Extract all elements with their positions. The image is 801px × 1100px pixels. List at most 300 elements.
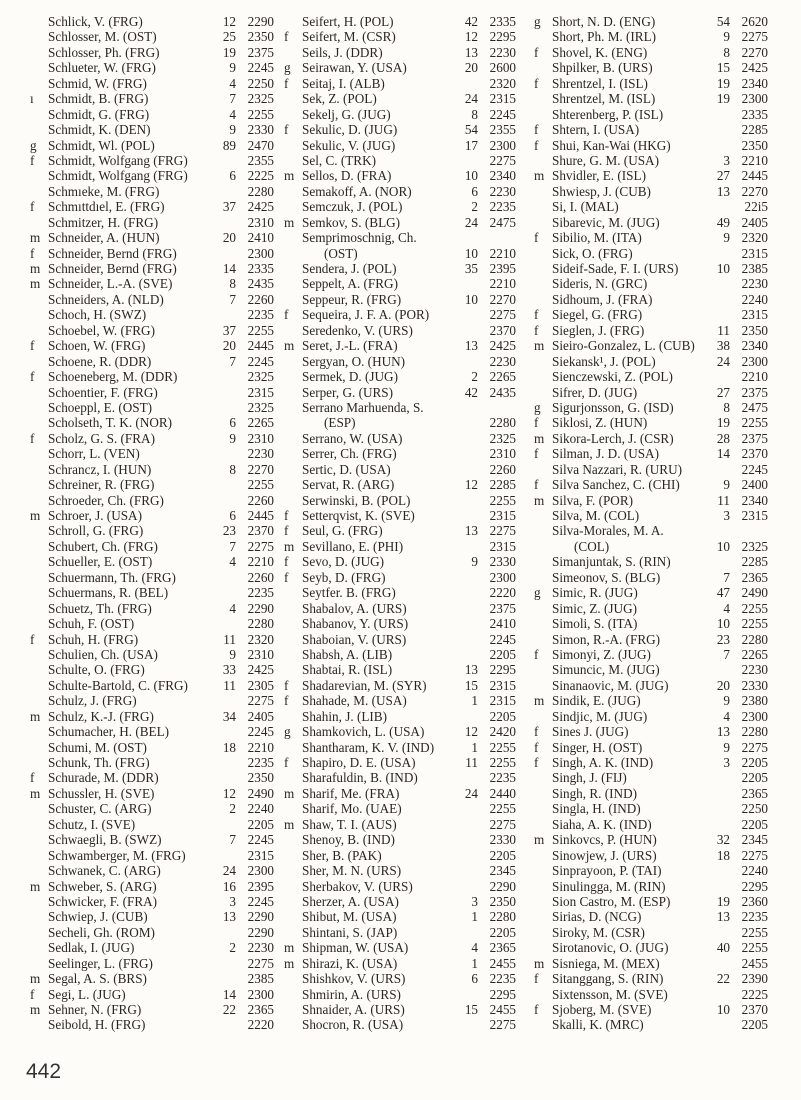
player-name-text: Schmidt, Wl. (POL) <box>48 137 155 153</box>
player-name <box>552 1002 651 1017</box>
rating-value: 2350 <box>247 29 274 45</box>
player-name <box>302 338 398 353</box>
rating-value: 2280 <box>489 415 516 431</box>
rating-value: 2360 <box>741 893 768 909</box>
player-name-text: Sertic, D. (USA) <box>302 461 391 477</box>
list-entry <box>284 60 520 75</box>
player-name <box>302 45 383 60</box>
player-name <box>552 1017 644 1032</box>
player-name-text: Sermek, D. (JUG) <box>302 369 398 385</box>
player-name-text: Simic, R. (JUG) <box>552 585 638 601</box>
player-name <box>48 848 186 863</box>
player-name <box>48 616 134 631</box>
player-name <box>302 1017 403 1032</box>
player-name-text: Schmıeke, M. (FRG) <box>48 183 160 199</box>
player-name <box>302 554 384 569</box>
list-entry <box>30 570 278 585</box>
list-entry <box>30 493 278 508</box>
player-name-text: Schuetz, Th. (FRG) <box>48 600 152 616</box>
player-name-text: Silva Sanchez, C. (CHI) <box>552 477 680 493</box>
games-count: 4 <box>229 75 236 91</box>
list-entry <box>30 446 278 461</box>
player-name <box>552 338 695 353</box>
games-count: 20 <box>464 60 478 76</box>
list-entry <box>534 168 772 183</box>
player-name-text: Seul, G. (FRG) <box>302 523 383 539</box>
list-entry <box>284 76 520 91</box>
list-entry <box>284 662 520 677</box>
player-name <box>302 184 412 199</box>
rating-value: 2375 <box>247 44 274 60</box>
title-mark: m <box>30 261 41 276</box>
player-name <box>48 323 155 338</box>
title-mark: m <box>284 168 295 184</box>
rating-value: 2445 <box>247 338 274 354</box>
player-name <box>552 971 663 986</box>
player-name <box>552 940 668 955</box>
list-entry <box>30 215 278 230</box>
player-name-text: Schmidt, Wolfgang (FRG) <box>48 152 188 168</box>
player-name <box>552 446 659 461</box>
rating-value: 2425 <box>489 338 516 354</box>
title-mark: f <box>30 369 35 385</box>
rating-value: 2315 <box>247 384 274 400</box>
rating-value: 22i5 <box>744 199 768 215</box>
player-name-text: Schrancz, I. (HUN) <box>48 461 152 477</box>
rating-value: 2245 <box>247 893 274 909</box>
player-name <box>302 632 406 647</box>
games-count: 27 <box>716 168 730 184</box>
games-count: 37 <box>222 322 236 338</box>
games-count: 11 <box>223 631 236 647</box>
player-name <box>302 940 408 955</box>
rating-value: 2205 <box>489 847 516 863</box>
list-entry <box>30 678 278 693</box>
list-entry <box>30 554 278 569</box>
player-name-text: Simeonov, S. (BLG) <box>552 569 661 585</box>
player-name-text: Schuster, C. (ARG) <box>48 801 152 817</box>
rating-value: 2315 <box>489 693 516 709</box>
player-name <box>552 770 627 785</box>
games-count: 10 <box>464 291 478 307</box>
games-count: 9 <box>229 646 236 662</box>
player-name-text: Sherbakov, V. (URS) <box>302 878 413 894</box>
rating-value: 2445 <box>247 508 274 523</box>
player-name-text: Scholseth, T. K. (NOR) <box>48 415 173 431</box>
player-name-text: Shui, Kan-Wai (HKG) <box>552 137 671 153</box>
rating-value: 2245 <box>741 461 768 477</box>
player-name <box>48 338 145 353</box>
list-entry <box>534 909 772 924</box>
games-count: 13 <box>464 44 478 60</box>
list-entry <box>534 153 772 168</box>
rating-value: 2255 <box>489 739 516 755</box>
player-name <box>48 199 165 214</box>
games-count: 9 <box>723 693 730 709</box>
games-count: 13 <box>464 523 478 539</box>
list-entry <box>30 385 278 400</box>
list-entry <box>534 863 772 878</box>
games-count: 7 <box>229 91 236 107</box>
player-name <box>552 415 647 430</box>
rating-value: 2335 <box>247 261 274 276</box>
player-name-text: Siaha, A. K. (IND) <box>552 816 652 832</box>
list-entry <box>30 987 278 1002</box>
player-name <box>302 601 407 616</box>
player-name-text: Semprimoschnig, Ch. <box>302 230 417 246</box>
list-entry <box>534 585 772 600</box>
list-entry <box>30 832 278 847</box>
games-count: 11 <box>717 322 730 338</box>
player-name-text: Sindjic, M. (JUG) <box>552 708 648 724</box>
title-mark: m <box>534 430 545 446</box>
games-count: 40 <box>716 940 730 956</box>
rating-value: 2290 <box>489 878 516 894</box>
player-name <box>552 801 641 816</box>
rating-value: 2275 <box>247 538 274 554</box>
games-count: 10 <box>464 168 478 184</box>
list-entry <box>534 894 772 909</box>
games-count: 3 <box>723 508 730 523</box>
list-entry <box>534 431 772 446</box>
games-count: 8 <box>723 44 730 60</box>
list-entry <box>30 925 278 940</box>
rating-value: 2210 <box>489 245 516 261</box>
list-entry <box>284 199 520 214</box>
games-count: 15 <box>716 60 730 76</box>
list-entry <box>284 554 520 569</box>
player-name <box>302 122 397 137</box>
rating-value: 2235 <box>489 199 516 215</box>
player-name <box>48 292 164 307</box>
rating-value: 2275 <box>489 1017 516 1033</box>
list-entry <box>534 616 772 631</box>
player-name <box>552 400 674 415</box>
player-name-continuation: (COL) <box>574 538 610 554</box>
list-entry <box>30 724 278 739</box>
rating-value: 2210 <box>247 554 274 570</box>
games-count: 24 <box>464 785 478 801</box>
list-entry <box>30 817 278 832</box>
player-name-text: Sion Castro, M. (ESP) <box>552 893 671 909</box>
player-name <box>552 60 653 75</box>
games-count: 7 <box>229 353 236 369</box>
player-name-text: Shadarevian, M. (SYR) <box>302 677 427 693</box>
list-entry <box>284 740 520 755</box>
player-name <box>302 369 398 384</box>
player-name <box>48 879 157 894</box>
rating-value: 2275 <box>741 29 768 45</box>
player-name <box>552 879 666 894</box>
rating-value: 2325 <box>247 91 274 107</box>
player-name-text: Sharafuldin, B. (IND) <box>302 770 418 786</box>
player-name <box>302 987 401 1002</box>
list-entry <box>284 755 520 770</box>
player-name <box>302 276 398 291</box>
player-name-text: Schmidt, B. (FRG) <box>48 91 149 107</box>
rating-value: 2325 <box>489 430 516 446</box>
player-name <box>302 91 377 106</box>
games-count: 13 <box>716 909 730 925</box>
player-name-text: Silva Nazzari, R. (URU) <box>552 461 683 477</box>
player-name-text: Shabanov, Y. (URS) <box>302 616 409 632</box>
rating-value: 2290 <box>247 924 274 940</box>
title-mark: m <box>284 785 295 801</box>
title-mark: f <box>534 646 539 662</box>
games-count: 9 <box>229 430 236 446</box>
title-mark: m <box>284 338 295 354</box>
rating-value: 2400 <box>741 477 768 493</box>
games-count: 7 <box>229 832 236 848</box>
games-count: 4 <box>723 600 730 616</box>
player-name-text: Serrer, Ch. (FRG) <box>302 446 397 462</box>
list-entry <box>284 909 520 924</box>
title-mark: m <box>30 708 41 724</box>
player-name-text: Seret, J.-L. (FRA) <box>302 338 398 354</box>
player-name <box>302 153 376 168</box>
player-name <box>48 76 147 91</box>
player-name <box>48 539 158 554</box>
player-name-text: Singer, H. (OST) <box>552 739 643 755</box>
rating-value: 2435 <box>489 384 516 400</box>
list-entry <box>534 230 772 245</box>
player-name <box>48 755 150 770</box>
title-mark: ı <box>30 91 34 107</box>
player-name-text: Schumi, M. (OST) <box>48 739 147 755</box>
rating-value: 2270 <box>741 183 768 199</box>
games-count: 8 <box>229 461 236 477</box>
games-count: 25 <box>222 29 236 45</box>
list-entry <box>284 832 520 847</box>
rating-value: 2210 <box>741 369 768 385</box>
rating-value: 2295 <box>741 878 768 894</box>
games-count: 16 <box>222 878 236 894</box>
player-name-text: Scholz, G. S. (FRA) <box>48 430 155 446</box>
player-name <box>48 400 152 415</box>
rating-value: 2350 <box>247 770 274 786</box>
player-name <box>48 138 155 153</box>
list-entry <box>30 230 278 245</box>
player-name <box>302 508 415 523</box>
list-entry <box>534 508 772 523</box>
games-count: 19 <box>716 415 730 431</box>
player-name <box>302 29 396 44</box>
rating-value: 2600 <box>489 60 516 76</box>
player-name-text: Sekelj, G. (JUG) <box>302 106 391 122</box>
title-mark: f <box>30 770 35 786</box>
list-entry <box>284 400 520 431</box>
list-entry <box>534 1017 772 1032</box>
title-mark: m <box>284 816 295 832</box>
player-name <box>48 45 160 60</box>
column-2 <box>284 14 520 1033</box>
player-name <box>552 369 673 384</box>
player-name <box>302 199 402 214</box>
player-name <box>48 925 155 940</box>
player-name <box>302 724 424 739</box>
player-name-text: Schwanek, C. (ARG) <box>48 863 161 879</box>
title-mark: f <box>284 523 289 539</box>
list-entry <box>30 29 278 44</box>
list-entry <box>30 45 278 60</box>
player-name <box>302 925 397 940</box>
list-entry <box>30 307 278 322</box>
games-count: 1 <box>471 693 478 709</box>
games-count: 20 <box>222 230 236 246</box>
title-mark: f <box>30 631 35 647</box>
list-entry <box>284 230 520 261</box>
list-entry <box>30 400 278 415</box>
title-mark: f <box>534 971 539 987</box>
player-name-text: Sirotanovic, O. (JUG) <box>552 940 669 956</box>
rating-value: 2205 <box>247 816 274 832</box>
list-entry <box>30 246 278 261</box>
games-count: 18 <box>222 739 236 755</box>
list-entry <box>30 431 278 446</box>
list-entry <box>30 523 278 538</box>
player-name <box>48 601 152 616</box>
rating-value: 2365 <box>489 940 516 956</box>
player-name-text: Seifert, H. (POL) <box>302 14 394 29</box>
player-name <box>48 863 161 878</box>
list-entry <box>284 693 520 708</box>
player-name <box>552 431 674 446</box>
title-mark: f <box>534 75 539 91</box>
player-name-text: Sifrer, D. (JUG) <box>552 384 638 400</box>
rating-value: 2350 <box>489 893 516 909</box>
rating-value: 2270 <box>247 461 274 477</box>
rating-value: 2295 <box>489 986 516 1002</box>
player-name-text: Sirias, D. (NCG) <box>552 909 642 925</box>
rating-value: 2375 <box>741 430 768 446</box>
rating-value: 2300 <box>489 569 516 585</box>
player-name-text: Sekulic, D. (JUG) <box>302 122 398 138</box>
rating-value: 2205 <box>489 708 516 724</box>
player-name <box>48 415 172 430</box>
games-count: 19 <box>716 91 730 107</box>
list-entry <box>30 539 278 554</box>
title-mark: m <box>534 955 545 971</box>
list-entry <box>284 184 520 199</box>
rating-value: 2405 <box>741 214 768 230</box>
list-entry <box>284 138 520 153</box>
player-name-text: Shaboian, V. (URS) <box>302 631 407 647</box>
player-name-text: Semczuk, J. (POL) <box>302 199 403 215</box>
rating-value: 2435 <box>247 276 274 292</box>
rating-value: 2405 <box>247 708 274 724</box>
rating-value: 2270 <box>489 291 516 307</box>
rating-value: 2425 <box>247 662 274 678</box>
player-name-text: Simanjuntak, S. (RIN) <box>552 554 671 570</box>
list-entry <box>284 292 520 307</box>
rating-value: 2230 <box>489 353 516 369</box>
player-name-text: Schueller, E. (OST) <box>48 554 153 570</box>
player-name <box>552 91 655 106</box>
player-name <box>302 261 397 276</box>
player-name <box>302 709 387 724</box>
player-name <box>552 678 668 693</box>
rating-value: 2240 <box>741 863 768 879</box>
list-entry <box>30 662 278 677</box>
player-name <box>552 230 642 245</box>
games-count: 19 <box>716 75 730 91</box>
player-name <box>552 523 722 554</box>
title-mark: m <box>30 971 41 987</box>
list-entry <box>30 184 278 199</box>
player-name-text: Sekulic, V. (JUG) <box>302 137 396 153</box>
rating-value: 2455 <box>489 1002 516 1018</box>
player-name-text: Schroer, J. (USA) <box>48 508 142 523</box>
title-mark: f <box>534 122 539 138</box>
rating-value: 2350 <box>741 137 768 153</box>
list-entry <box>284 770 520 785</box>
player-name-continuation: (ESP) <box>324 415 356 431</box>
rating-value: 2410 <box>489 616 516 632</box>
title-mark: f <box>284 29 289 45</box>
player-name <box>302 971 405 986</box>
player-name <box>552 662 660 677</box>
player-name <box>48 369 177 384</box>
games-count: 20 <box>222 338 236 354</box>
list-entry <box>30 1002 278 1017</box>
title-mark: f <box>30 199 35 215</box>
list-entry <box>30 770 278 785</box>
games-count: 7 <box>229 291 236 307</box>
player-name-text: Sindik, E. (JUG) <box>552 693 641 709</box>
player-name-text: Seppelt, A. (FRG) <box>302 276 398 292</box>
list-entry <box>534 956 772 971</box>
player-name-text: Sick, O. (FRG) <box>552 245 633 261</box>
page-number: 442 <box>26 1060 62 1083</box>
games-count: 47 <box>716 585 730 601</box>
title-mark: f <box>284 508 289 524</box>
list-entry <box>284 801 520 816</box>
player-name <box>302 1002 405 1017</box>
player-name-text: Shpilker, B. (URS) <box>552 60 653 76</box>
games-count: 38 <box>716 338 730 354</box>
rating-value: 2300 <box>489 137 516 153</box>
player-name <box>302 107 391 122</box>
rating-value: 2410 <box>247 230 274 246</box>
player-name-text: Sibarevic, M. (JUG) <box>552 214 660 230</box>
games-count: 11 <box>717 492 730 508</box>
player-name-text: Schmitzer, H. (FRG) <box>48 214 159 230</box>
games-count: 1 <box>471 909 478 925</box>
player-name <box>302 894 399 909</box>
player-name-text: Serrano, W. (USA) <box>302 430 403 446</box>
list-entry <box>284 786 520 801</box>
list-entry <box>30 740 278 755</box>
player-name <box>302 678 427 693</box>
player-name <box>48 354 151 369</box>
list-entry <box>284 477 520 492</box>
list-entry <box>30 168 278 183</box>
player-name <box>302 431 402 446</box>
rating-value: 2275 <box>489 152 516 168</box>
rating-value: 2235 <box>247 755 274 770</box>
rating-value: 2285 <box>489 477 516 493</box>
player-name <box>552 385 637 400</box>
list-entry <box>284 817 520 832</box>
list-entry <box>534 292 772 307</box>
list-entry <box>534 693 772 708</box>
list-entry <box>534 662 772 677</box>
list-entry <box>30 199 278 214</box>
player-name-text: Simoli, S. (ITA) <box>552 616 638 632</box>
player-name <box>48 385 158 400</box>
title-mark: f <box>30 338 35 354</box>
list-entry <box>284 14 520 29</box>
